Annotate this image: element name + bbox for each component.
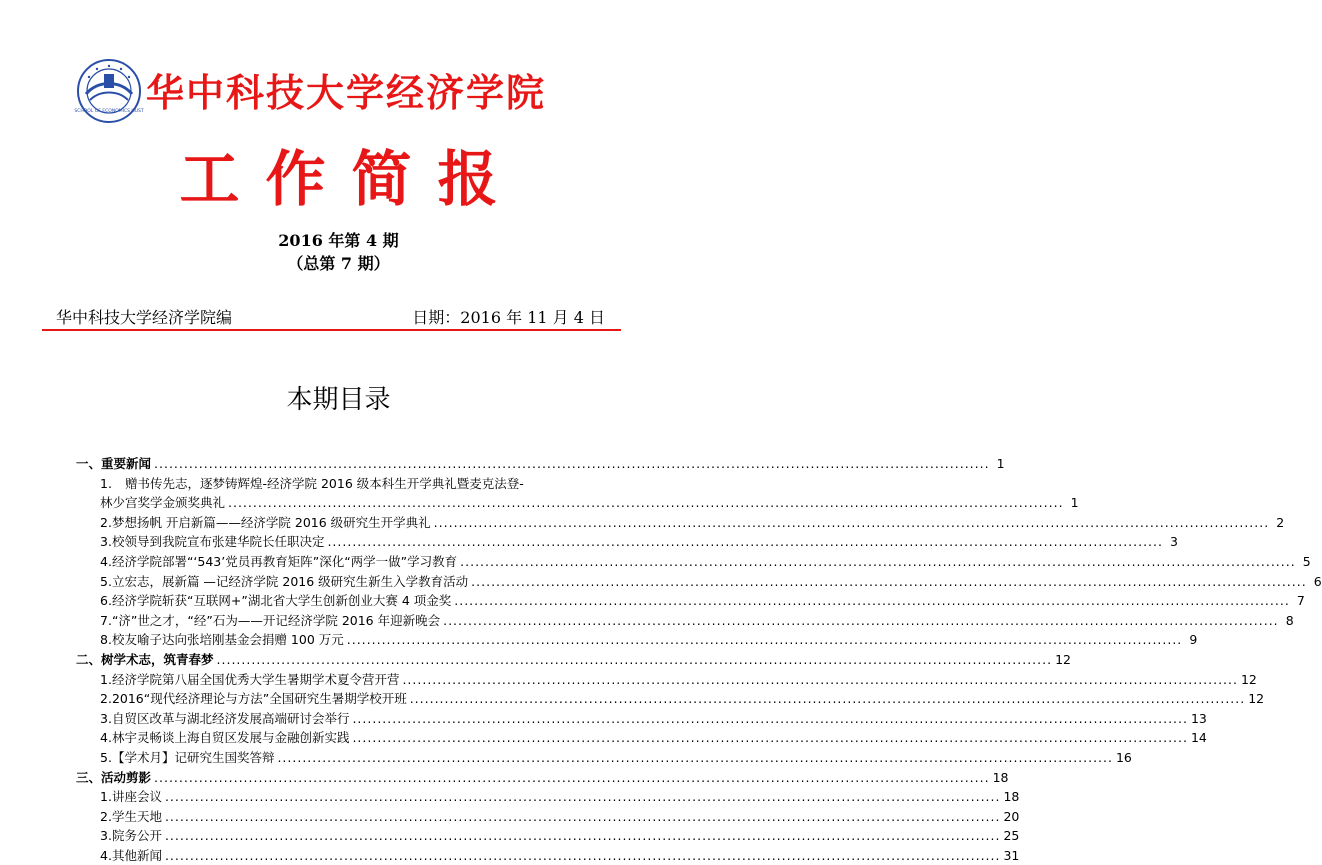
page-number: 1 [996, 456, 1005, 471]
item-title: 梦想扬帆 开启新篇——经济学院 2016 级研究生开学典礼 [111, 514, 431, 530]
item-number: 5. [100, 573, 112, 589]
page-number: 18 [992, 769, 1009, 785]
item-number: 4. [100, 847, 112, 863]
item-title: 其他新闻 [111, 847, 162, 863]
item-title: 经济学院部署“‘543’党员再教育矩阵”深化“两学一做”学习教育 [111, 553, 458, 569]
item-title: 校友喻子达向张培刚基金会捐赠 100 万元 [111, 632, 344, 648]
toc-section-row[interactable] [76, 454, 1005, 474]
section-number: 三、 [76, 769, 102, 785]
leader-dots [454, 591, 1290, 611]
toc-item-row[interactable] [76, 709, 1207, 729]
logo-subtext: SCHOOL OF ECONOMICS HUST [74, 109, 144, 114]
page-number: 12 [1055, 651, 1071, 667]
page-number: 13 [1190, 710, 1207, 726]
item-title: “济”世之才，“经”石为——开记经济学院 2016 年迎新晚会 [111, 612, 441, 628]
page-number: 16 [1115, 749, 1132, 765]
leader-dots [460, 552, 1296, 572]
leader-dots [154, 768, 990, 788]
leader-dots [217, 650, 1053, 670]
item-number: 1. [100, 475, 112, 491]
item-title: 讲座会议 [111, 789, 162, 805]
section-title: 重要新闻 [101, 456, 152, 471]
leader-dots [443, 611, 1279, 631]
toc-item-row[interactable] [76, 748, 1132, 768]
item-number: 3. [100, 710, 112, 726]
page-number: 12 [1248, 691, 1265, 707]
leader-dots [165, 826, 1001, 846]
header-divider [42, 329, 621, 331]
leader-dots [165, 807, 1001, 827]
toc-item-continuation-row[interactable] [76, 493, 1079, 513]
page-number: 20 [1003, 808, 1020, 824]
item-number: 5. [100, 749, 112, 765]
leader-dots [352, 728, 1188, 748]
toc-item-row[interactable] [76, 807, 1020, 827]
item-number: 7. [100, 612, 112, 628]
toc-item-row[interactable] [76, 787, 1020, 807]
page-number: 2 [1276, 514, 1285, 530]
toc-item-row[interactable] [76, 513, 1285, 533]
item-number: 4. [100, 553, 112, 569]
item-title: 立宏志，展新篇 —记经济学院 2016 级研究生新生入学教育活动 [111, 573, 469, 589]
item-title: 赠书传先志，逐梦铸辉煌-经济学院 2016 级本科生开学典礼暨麦克法登- [125, 475, 524, 491]
table-of-contents [76, 454, 1322, 865]
leader-dots [434, 513, 1270, 533]
section-title: 活动剪影 [101, 769, 152, 785]
item-number: 3. [100, 534, 112, 550]
item-title-continuation: 林少宫奖学金颁奖典礼 [100, 495, 226, 511]
college-name: 华中科技大学经济学院 [146, 70, 547, 115]
section-title: 树学术志，筑青春梦 [101, 651, 214, 667]
toc-item-row[interactable] [76, 846, 1020, 865]
item-title: 林宇灵畅谈上海自贸区发展与金融创新实践 [111, 730, 350, 746]
item-number: 1. [100, 789, 112, 805]
page-number: 14 [1190, 730, 1207, 746]
issue-number: 2016 年第 4 期 [278, 231, 399, 250]
page-number: 18 [1003, 789, 1020, 805]
toc-item-row[interactable] [76, 670, 1257, 690]
leader-dots [165, 787, 1001, 807]
toc-item-row[interactable] [76, 474, 582, 494]
page-number: 8 [1285, 612, 1294, 628]
toc-section-row[interactable] [76, 768, 1009, 788]
page-number: 12 [1240, 671, 1257, 687]
toc-item-row[interactable] [76, 826, 1020, 846]
item-number: 3. [100, 828, 112, 844]
leader-dots [327, 532, 1163, 552]
item-title: 经济学院斩获“互联网+”湖北省大学生创新创业大赛 4 项金奖 [111, 593, 452, 609]
date-line: 日期：2016 年 11 月 4 日 [412, 308, 605, 327]
item-title: 经济学院第八届全国优秀大学生暑期学术夏令营开营 [111, 671, 400, 687]
toc-item-row[interactable] [76, 591, 1305, 611]
page-number: 7 [1296, 593, 1305, 609]
leader-dots [165, 846, 1001, 865]
page-number: 31 [1003, 847, 1020, 863]
toc-item-row[interactable] [76, 572, 1322, 592]
toc-item-row[interactable] [76, 630, 1198, 650]
page-number: 6 [1313, 573, 1322, 589]
toc-item-row[interactable] [76, 689, 1265, 709]
toc-item-row[interactable] [76, 552, 1311, 572]
item-number: 2. [100, 808, 112, 824]
item-number: 2. [100, 514, 112, 530]
leader-dots [471, 572, 1307, 592]
leader-dots [402, 670, 1238, 690]
toc-item-row[interactable] [76, 728, 1207, 748]
item-number: 2. [100, 691, 112, 707]
item-title: 院务公开 [111, 828, 162, 844]
item-title: 【学术月】记研究生国奖答辩 [111, 749, 275, 765]
leader-dots [410, 689, 1246, 709]
editor-line: 华中科技大学经济学院编 [56, 308, 233, 327]
section-number: 二、 [76, 651, 102, 667]
college-logo-icon [76, 58, 142, 124]
leader-dots [154, 454, 990, 474]
publication-title: 工作简报 [179, 145, 524, 215]
leader-dots [228, 493, 1064, 513]
page-number: 1 [1070, 495, 1079, 511]
leader-dots [352, 709, 1188, 729]
toc-item-row[interactable] [76, 532, 1178, 552]
section-number: 一、 [76, 456, 102, 471]
page-number: 9 [1189, 632, 1198, 648]
toc-item-row[interactable] [76, 611, 1294, 631]
toc-section-row[interactable] [76, 650, 1071, 670]
page-number: 3 [1170, 534, 1178, 550]
item-title: 学生天地 [111, 808, 162, 824]
total-issue-number: （总第 7 期） [287, 254, 390, 273]
leader-dots [347, 630, 1183, 650]
page-number: 25 [1003, 828, 1020, 844]
toc-title: 本期目录 [286, 385, 391, 415]
item-number: 4. [100, 730, 112, 746]
item-title: 自贸区改革与湖北经济发展高端研讨会举行 [111, 710, 350, 726]
page-number: 5 [1302, 553, 1311, 569]
item-number: 1. [100, 671, 112, 687]
item-number: 6. [100, 593, 112, 609]
item-title: 2016“现代经济理论与方法”全国研究生暑期学校开班 [111, 691, 407, 707]
item-title: 校领导到我院宣布张建华院长任职决定 [111, 534, 325, 550]
leader-dots [277, 748, 1113, 768]
item-number: 8. [100, 632, 112, 648]
